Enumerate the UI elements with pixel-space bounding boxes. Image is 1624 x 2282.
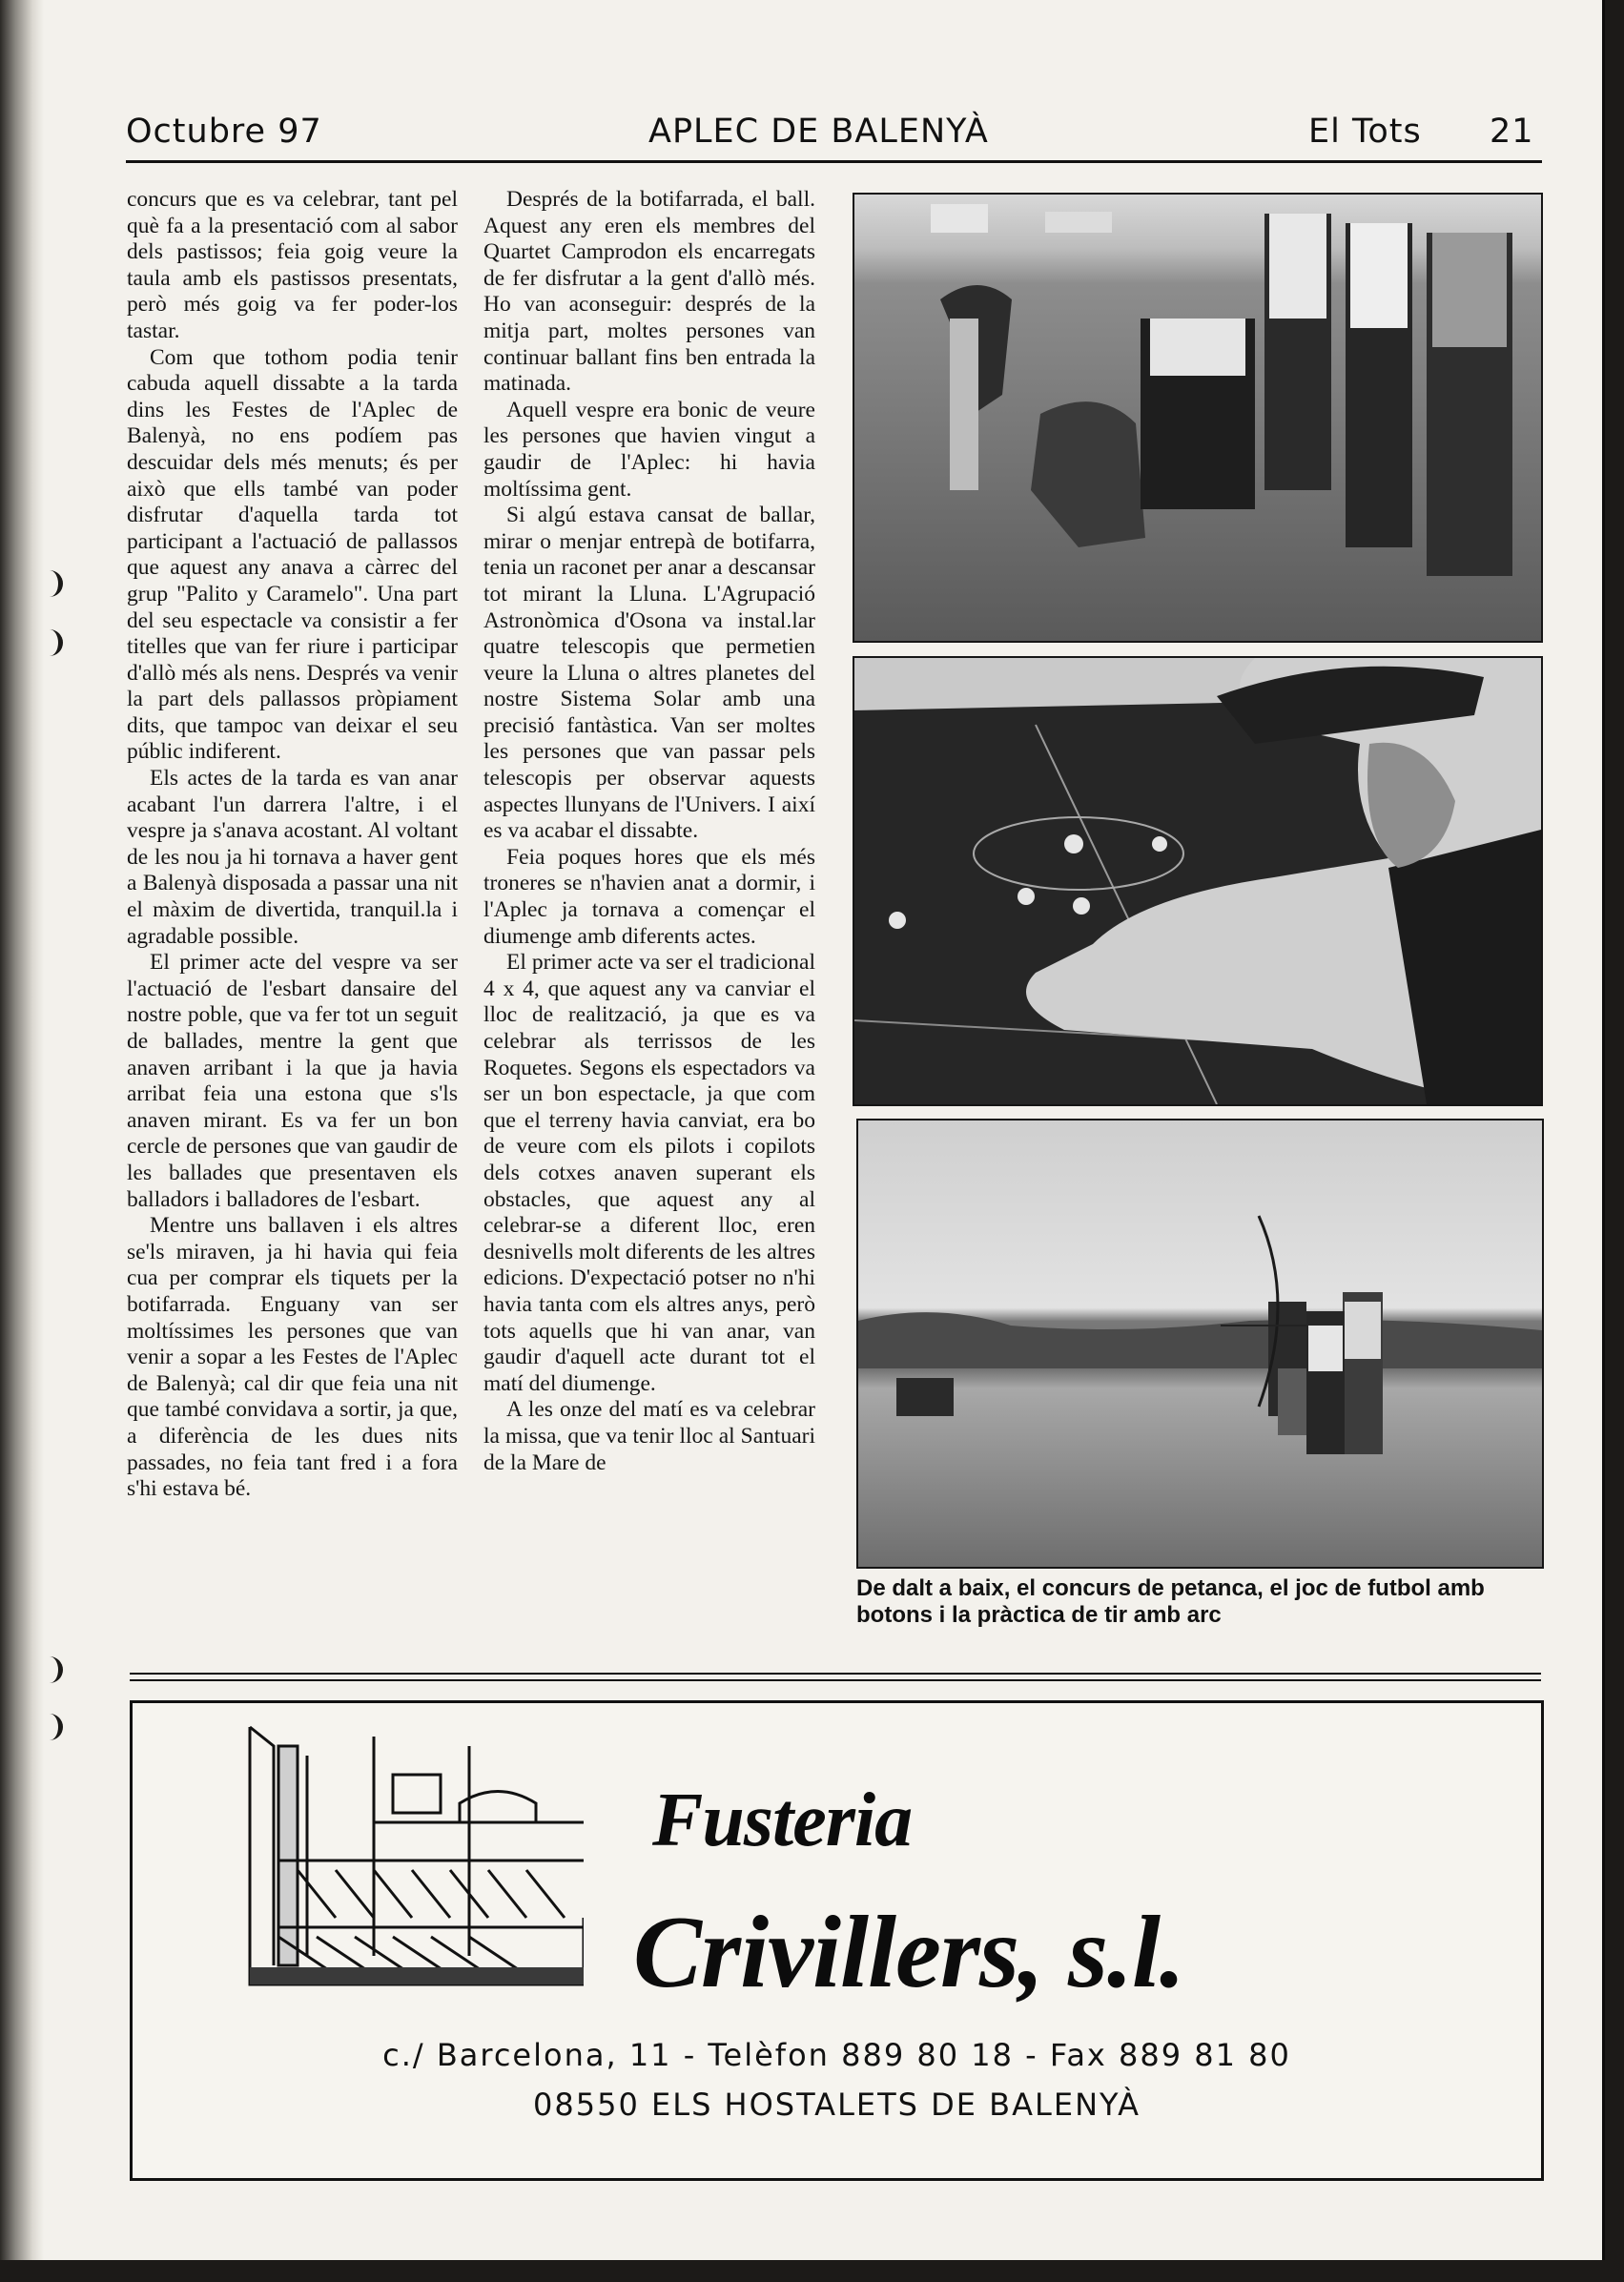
paragraph: Mentre uns ballaven i els altres se'ls miraven, ja hi havia qui feia cua per comprar els tiquets per la botifarrada. Enguany van ser moltíssimes les persones que van venir a sopar a les Festes de l'Aplec de Balenyà; cal dir que feia una nit que també convidava a sortir, ja que, a diferència de les dues nits passades, no feia tant fred i a fora s'hi estava bé. <box>127 1213 458 1502</box>
paragraph: Després de la botifarrada, el ball. Aquest any eren els membres del Quartet Camprodon els encarregats de fer disfrutar a la gent d'allò més. Ho van aconseguir: després de la mitja part, moltes persones van continuar ballant fins ben entrada la matinada. <box>483 187 815 397</box>
paragraph: Els actes de la tarda es van anar acabant l'un darrera l'altre, i el vespre ja s'anava acostant. Al voltant de les nou ja hi tornava a haver gent a Balenyà disposada a passar una nit el màxim de divertida, tranquil.la i agradable possible. <box>127 766 458 949</box>
binding-hole <box>45 629 63 656</box>
header-rule <box>126 160 1542 163</box>
section-divider <box>130 1679 1541 1681</box>
binding-hole <box>45 1656 63 1683</box>
article-column-2 <box>483 187 815 1476</box>
company-name-line-1: Fusteria <box>652 1778 913 1862</box>
company-name-line-2: Crivillers, s.l. <box>633 1896 1185 2009</box>
advertisement <box>130 1700 1544 2181</box>
section-title: APLEC DE BALENYÀ <box>648 113 989 151</box>
paragraph: El primer acte del vespre va ser l'actuació de l'esbart dansaire del nostre poble, que va fer tot un seguit de ballades, mentre la gent que anaven arribant i la que ja havia arribat feia una estona que s'ls anaven mirant. Es va fer un bon cercle de persones que van gaudir de les ballades que presentaven els balladors i balladores de l'esbart. <box>127 950 458 1212</box>
paragraph: Aquell vespre era bonic de veure les persones que havien vingut a gaudir de l'Aplec: hi havia moltíssima gent. <box>483 397 815 502</box>
section-divider <box>130 1673 1541 1675</box>
photo-archery <box>856 1119 1544 1569</box>
paragraph: Com que tothom podia tenir cabuda aquell dissabte a la tarda dins les Festes de l'Aplec de Balenyà, no ens podíem pas descuidar dels més menuts; és per això que ells també van poder disfrutar d'aquella tarda tot participant a l'actuació de pallassos que aquest any anava a càrrec del grup "Palito y Caramelo". Una part del seu espectacle va consistir a fer titelles que van fer riure i participar d'allò més als nens. Després va venir la part dels pallassos pròpiament dits, que tampoc van deixar el seu públic indiferent. <box>127 344 458 765</box>
photo-caption: De dalt a baix, el concurs de petanca, el joc de futbol amb botons i la pràctica de tir amb arc <box>856 1575 1485 1628</box>
paragraph: concurs que es va celebrar, tant pel què fa a la presentació com al sabor dels pastissos; feia goig veure la taula amb els pastissos presentats, però més goig va fer poder-los tastar. <box>127 187 458 343</box>
paragraph: A les onze del matí es va celebrar la missa, que va tenir lloc al Santuari de la Mare de <box>483 1397 815 1475</box>
photo-petanca <box>853 193 1543 643</box>
binding-hole <box>45 1714 63 1740</box>
paragraph: Si algú estava cansat de ballar, mirar o menjar entrepà de botifarra, tenia un raconet per anar a descansar tot mirant la Lluna. L'Agrupació Astronòmica d'Osona va instal.lar quatre telescopis que permetien veure la Lluna o altres planetes del nostre Sistema Solar amb una precisió fantàstica. Van ser moltes les persones que van passar pels telescopis per observar aquests aspectes llunyans de l'Univers. I així es va acabar el dissabte. <box>483 503 815 844</box>
issue-date: Octubre 97 <box>126 113 322 151</box>
page-number: 21 <box>1490 113 1534 151</box>
paragraph: Feia poques hores que els més troneres se n'havien anat a dormir, i l'Aplec ja tornava a començar el diumenge amb diferents actes. <box>483 844 815 949</box>
company-town: 08550 ELS HOSTALETS DE BALENYÀ <box>533 2087 1141 2123</box>
article-column-1 <box>127 187 458 1503</box>
photo-button-football <box>853 656 1543 1106</box>
carpentry-illustration <box>240 1717 584 1994</box>
running-header <box>126 107 1542 160</box>
paragraph: El primer acte va ser el tradicional 4 x 4, que aquest any va canviar el lloc de realització, ja que es va celebrar als terrissos de les Roquetes. Segons els espectadors va ser un bon espectacle, ja que com que el terreny havia canviat, era bo de veure com els pilots i copilots dels cotxes anaven superant els obstacles, que aquest any al celebrar-se a diferent lloc, eren desnivells molt diferents de les altres edicions. D'expectació potser no n'hi havia tanta com els altres anys, però tots aquells que hi van anar, van gaudir d'aquell acte durant tot el matí del diumenge. <box>483 950 815 1396</box>
binding-gutter <box>0 0 44 2260</box>
company-address: c./ Barcelona, 11 - Telèfon 889 80 18 - Fax 889 81 80 <box>382 2037 1291 2073</box>
magazine-title: El Tots <box>1308 113 1422 151</box>
binding-hole <box>45 570 63 597</box>
